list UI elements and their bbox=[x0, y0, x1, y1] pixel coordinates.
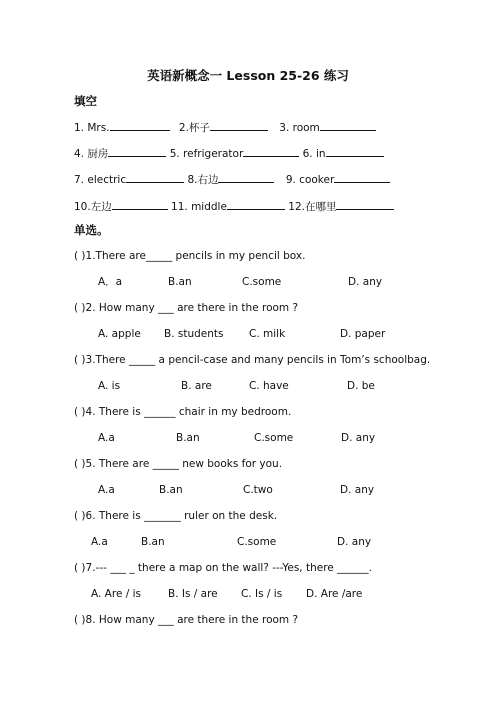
answer-blank[interactable] bbox=[126, 171, 184, 183]
fill-item-3: 3. room bbox=[279, 122, 320, 134]
answer-blank[interactable] bbox=[112, 198, 168, 210]
option-c[interactable]: C. have bbox=[249, 380, 289, 392]
fill-item-2: 2.杯子 bbox=[178, 122, 210, 134]
answer-blank[interactable] bbox=[334, 171, 390, 183]
option-d[interactable]: D. any bbox=[337, 536, 372, 548]
option-a[interactable]: A. apple bbox=[98, 328, 141, 340]
option-a[interactable]: A. is bbox=[98, 380, 121, 392]
question-7: ( )7.--- ___ _ there a map on the wall? ---Yes, there ______. bbox=[74, 562, 372, 574]
fill-section-heading: 填空 bbox=[74, 94, 97, 108]
answer-blank[interactable] bbox=[110, 119, 170, 131]
fill-row-4 bbox=[74, 198, 394, 214]
answer-blank[interactable] bbox=[336, 198, 394, 210]
option-d[interactable]: D. any bbox=[348, 276, 383, 288]
option-d[interactable]: D. paper bbox=[340, 328, 386, 340]
question-1: ( )1.There are_____ pencils in my pencil box. bbox=[74, 250, 306, 262]
option-c[interactable]: C. Is / is bbox=[241, 588, 283, 600]
answer-blank[interactable] bbox=[320, 119, 376, 131]
fill-row-2 bbox=[74, 145, 384, 161]
option-c[interactable]: C.some bbox=[237, 536, 277, 548]
answer-blank[interactable] bbox=[243, 145, 299, 157]
fill-row-1 bbox=[74, 119, 376, 135]
answer-blank[interactable] bbox=[218, 171, 274, 183]
option-c[interactable]: C.two bbox=[243, 484, 273, 496]
option-d[interactable]: D. Are /are bbox=[306, 588, 363, 600]
option-d[interactable]: D. be bbox=[347, 380, 375, 392]
option-a[interactable]: A. Are / is bbox=[91, 588, 142, 600]
fill-item-8: 8.右边 bbox=[187, 174, 219, 186]
option-a[interactable]: A．a bbox=[98, 276, 123, 288]
option-b[interactable]: B. are bbox=[181, 380, 212, 392]
question-3: ( )3.There _____ a pencil-case and many pencils in Tom’s schoolbag. bbox=[74, 354, 431, 366]
choice-section-heading: 单选。 bbox=[74, 223, 109, 237]
option-c[interactable]: C. milk bbox=[249, 328, 286, 340]
fill-item-5: 5. refrigerator bbox=[169, 148, 244, 160]
question-8: ( )8. How many ___ are there in the room ? bbox=[74, 614, 299, 626]
question-4: ( )4. There is ______ chair in my bedroom. bbox=[74, 406, 292, 418]
option-c[interactable]: C.some bbox=[254, 432, 294, 444]
fill-item-12: 12.在哪里 bbox=[288, 201, 337, 213]
fill-item-1: 1. Mrs. bbox=[74, 122, 110, 134]
question-6: ( )6. There is _______ ruler on the desk. bbox=[74, 510, 278, 522]
answer-blank[interactable] bbox=[210, 119, 268, 131]
fill-item-9: 9. cooker bbox=[285, 174, 335, 186]
fill-item-11: 11. middle bbox=[171, 201, 227, 213]
fill-item-6: 6. in bbox=[302, 148, 326, 160]
option-d[interactable]: D. any bbox=[341, 432, 376, 444]
fill-item-10: 10.左边 bbox=[74, 201, 112, 213]
option-a[interactable]: A.a bbox=[98, 432, 115, 444]
option-b[interactable]: B.an bbox=[168, 276, 192, 288]
answer-blank[interactable] bbox=[108, 145, 166, 157]
question-2: ( )2. How many ___ are there in the room ? bbox=[74, 302, 299, 314]
option-a[interactable]: A.a bbox=[91, 536, 108, 548]
question-5: ( )5. There are _____ new books for you. bbox=[74, 458, 283, 470]
option-b[interactable]: B. students bbox=[164, 328, 224, 340]
page-title: 英语新概念一 Lesson 25-26 练习 bbox=[147, 68, 349, 83]
fill-item-7: 7. electric bbox=[74, 174, 127, 186]
fill-item-4: 4. 厨房 bbox=[74, 148, 109, 160]
answer-blank[interactable] bbox=[326, 145, 384, 157]
option-b[interactable]: B.an bbox=[159, 484, 183, 496]
option-b[interactable]: B. Is / are bbox=[168, 588, 218, 600]
option-d[interactable]: D. any bbox=[340, 484, 375, 496]
option-a[interactable]: A.a bbox=[98, 484, 115, 496]
answer-blank[interactable] bbox=[227, 198, 285, 210]
option-c[interactable]: C.some bbox=[242, 276, 282, 288]
fill-row-3 bbox=[74, 171, 390, 187]
option-b[interactable]: B.an bbox=[176, 432, 200, 444]
option-b[interactable]: B.an bbox=[141, 536, 165, 548]
